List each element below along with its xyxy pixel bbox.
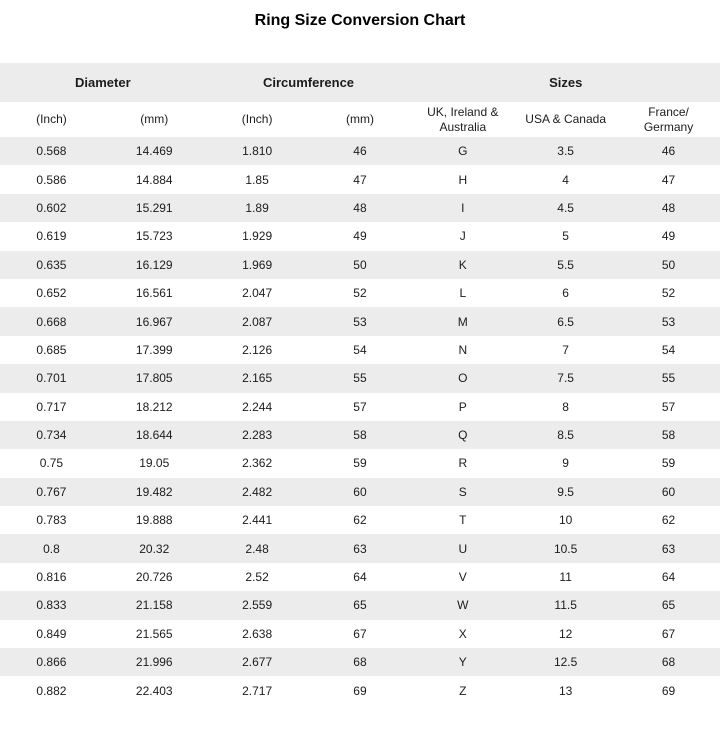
table-cell: 48 <box>661 200 676 215</box>
table-cell: Z <box>459 683 467 698</box>
table-cell: R <box>458 456 468 471</box>
table-cell: 1.85 <box>245 172 269 187</box>
table-cell: 0.833 <box>36 598 67 613</box>
table-cell: L <box>459 286 467 301</box>
table-row <box>0 279 720 307</box>
table-cell: 12 <box>558 626 573 641</box>
table-cell: 21.158 <box>135 598 173 613</box>
table-row <box>0 165 720 193</box>
column-header-circumference-mm: (mm) <box>309 102 412 137</box>
table-row <box>0 563 720 591</box>
table-cell: N <box>458 342 468 357</box>
table-cell: W <box>457 598 469 613</box>
table-cell: 67 <box>353 626 367 641</box>
table-cell: 57 <box>353 399 367 414</box>
table-body <box>0 137 720 705</box>
table-cell: 59 <box>353 456 367 471</box>
table-cell: 5 <box>562 229 569 244</box>
column-header-row <box>0 102 720 137</box>
table-cell: 54 <box>661 342 676 357</box>
table-cell: 17.805 <box>135 371 173 386</box>
table-cell: 62 <box>661 513 676 528</box>
table-cell: 0.701 <box>36 371 67 386</box>
table-cell: 16.129 <box>135 257 173 272</box>
ring-size-conversion-table <box>0 63 720 705</box>
table-cell: Q <box>458 428 468 443</box>
table-cell: X <box>458 626 467 641</box>
table-cell: 2.362 <box>242 456 273 471</box>
table-cell: 0.568 <box>36 144 67 159</box>
table-cell: 0.668 <box>36 314 67 329</box>
table-cell: 0.75 <box>39 456 64 471</box>
table-row <box>0 393 720 421</box>
table-cell: 67 <box>661 626 676 641</box>
table-cell: 7 <box>562 342 569 357</box>
table-cell: S <box>458 484 467 499</box>
table-cell: 8 <box>562 399 569 414</box>
table-cell: O <box>458 371 468 386</box>
table-row <box>0 676 720 704</box>
table-row <box>0 251 720 279</box>
table-cell: M <box>457 314 468 329</box>
column-header-diameter-inch: (Inch) <box>0 102 103 137</box>
table-cell: 16.561 <box>135 286 173 301</box>
table-cell: 48 <box>353 200 367 215</box>
table-cell: 54 <box>353 342 367 357</box>
table-cell: 2.482 <box>242 484 273 499</box>
table-cell: 49 <box>353 229 367 244</box>
group-header-diameter: Diameter <box>0 63 206 102</box>
table-cell: 21.565 <box>135 626 173 641</box>
table-cell: 0.652 <box>36 286 67 301</box>
table-cell: 52 <box>661 286 676 301</box>
table-cell: 20.32 <box>139 541 170 556</box>
table-cell: 2.52 <box>245 570 269 585</box>
table-row <box>0 478 720 506</box>
table-row <box>0 421 720 449</box>
table-cell: 17.399 <box>135 342 173 357</box>
table-row <box>0 534 720 562</box>
table-cell: 53 <box>661 314 676 329</box>
table-cell: 12.5 <box>553 655 578 670</box>
table-cell: 19.888 <box>135 513 173 528</box>
column-header-france-germany: France/ Germany <box>617 102 720 137</box>
table-cell: 1.810 <box>242 144 273 159</box>
table-cell: 11 <box>559 570 572 585</box>
table-cell: 50 <box>661 257 676 272</box>
table-row <box>0 620 720 648</box>
table-cell: 0.882 <box>36 683 67 698</box>
table-cell: 2.087 <box>242 314 273 329</box>
table-cell: 18.644 <box>135 428 173 443</box>
table-cell: 19.05 <box>139 456 170 471</box>
table-cell: 0.734 <box>36 428 67 443</box>
table-cell: 9 <box>562 456 569 471</box>
table-cell: 68 <box>661 655 676 670</box>
column-header-circumference-inch: (Inch) <box>206 102 309 137</box>
table-cell: 2.165 <box>242 371 273 386</box>
table-cell: 6 <box>562 286 569 301</box>
table-cell: 65 <box>353 598 367 613</box>
table-cell: 11.5 <box>554 598 577 613</box>
table-cell: 4.5 <box>557 200 574 215</box>
table-cell: 10.5 <box>553 541 578 556</box>
table-cell: 64 <box>353 570 367 585</box>
table-cell: 0.586 <box>36 172 67 187</box>
table-cell: 2.441 <box>242 513 273 528</box>
table-cell: 47 <box>353 172 367 187</box>
table-cell: 65 <box>661 598 676 613</box>
table-cell: 13 <box>558 683 573 698</box>
table-cell: 2.677 <box>242 655 273 670</box>
table-cell: 4 <box>562 172 569 187</box>
table-row <box>0 194 720 222</box>
table-cell: 5.5 <box>557 257 574 272</box>
table-cell: I <box>461 200 465 215</box>
table-cell: 47 <box>661 172 676 187</box>
table-cell: 58 <box>353 428 367 443</box>
table-cell: 59 <box>661 456 676 471</box>
table-cell: 8.5 <box>557 428 574 443</box>
table-row <box>0 307 720 335</box>
table-cell: 14.884 <box>135 172 173 187</box>
table-cell: 22.403 <box>135 683 173 698</box>
table-cell: G <box>458 144 468 159</box>
table-cell: 14.469 <box>135 144 173 159</box>
table-cell: 19.482 <box>135 484 173 499</box>
table-cell: 3.5 <box>557 144 574 159</box>
table-cell: 16.967 <box>135 314 173 329</box>
table-cell: 2.283 <box>242 428 273 443</box>
table-row <box>0 449 720 477</box>
table-cell: 55 <box>353 371 367 386</box>
table-head <box>0 63 720 137</box>
table-cell: H <box>458 172 468 187</box>
table-row <box>0 364 720 392</box>
column-header-diameter-mm: (mm) <box>103 102 206 137</box>
group-header-row <box>0 63 720 102</box>
table-cell: 60 <box>353 484 367 499</box>
column-header-usa-canada: USA & Canada <box>514 102 617 137</box>
table-cell: J <box>459 229 466 244</box>
table-cell: 64 <box>661 570 676 585</box>
table-cell: 46 <box>661 144 676 159</box>
table-cell: 57 <box>661 399 676 414</box>
table-cell: U <box>458 541 468 556</box>
table-cell: 0.619 <box>36 229 67 244</box>
table-cell: 49 <box>661 229 676 244</box>
table-cell: P <box>458 399 467 414</box>
table-cell: 1.929 <box>242 229 273 244</box>
table-cell: 2.717 <box>242 683 273 698</box>
table-cell: 6.5 <box>557 314 574 329</box>
table-cell: 0.816 <box>36 570 67 585</box>
table-cell: 15.291 <box>135 200 173 215</box>
table-cell: 2.638 <box>242 626 273 641</box>
table-cell: 46 <box>353 144 367 159</box>
table-cell: Y <box>458 655 467 670</box>
table-cell: 2.126 <box>242 342 273 357</box>
table-cell: 2.244 <box>242 399 273 414</box>
table-cell: 50 <box>353 257 367 272</box>
table-cell: 0.717 <box>36 399 67 414</box>
table-cell: 0.602 <box>36 200 67 215</box>
table-cell: 69 <box>353 683 367 698</box>
table-cell: 1.89 <box>245 200 269 215</box>
table-cell: 62 <box>353 513 367 528</box>
table-cell: 18.212 <box>135 399 173 414</box>
table-cell: 0.849 <box>36 626 67 641</box>
table-cell: 0.767 <box>36 484 67 499</box>
table-cell: T <box>459 513 467 528</box>
table-cell: 68 <box>353 655 367 670</box>
table-cell: 0.635 <box>36 257 67 272</box>
table-cell: 15.723 <box>135 229 173 244</box>
table-row <box>0 648 720 676</box>
table-cell: 1.969 <box>242 257 273 272</box>
page-title: Ring Size Conversion Chart <box>254 12 466 29</box>
table-cell: 0.866 <box>36 655 67 670</box>
table-row <box>0 222 720 250</box>
column-header-uk-ireland-australia: UK, Ireland & Australia <box>411 102 514 137</box>
table-cell: 0.783 <box>36 513 67 528</box>
table-cell: 7.5 <box>557 371 574 386</box>
table-row <box>0 506 720 534</box>
table-cell: 2.559 <box>242 598 273 613</box>
table-cell: 60 <box>661 484 676 499</box>
table-cell: 20.726 <box>135 570 173 585</box>
table-cell: V <box>458 570 467 585</box>
group-header-circumference: Circumference <box>206 63 412 102</box>
table-cell: 0.685 <box>36 342 67 357</box>
table-cell: 2.047 <box>242 286 273 301</box>
table-cell: 52 <box>353 286 367 301</box>
table-row <box>0 336 720 364</box>
table-cell: 63 <box>353 541 367 556</box>
table-cell: 58 <box>661 428 676 443</box>
table-cell: 55 <box>661 371 676 386</box>
table-cell: 21.996 <box>135 655 173 670</box>
table-row <box>0 137 720 165</box>
table-cell: 53 <box>353 314 367 329</box>
table-cell: 0.8 <box>43 541 60 556</box>
table-cell: 63 <box>661 541 676 556</box>
table-cell: 10 <box>558 513 573 528</box>
table-cell: 9.5 <box>557 484 574 499</box>
table-cell: K <box>458 257 467 272</box>
group-header-sizes: Sizes <box>411 63 720 102</box>
table-row <box>0 591 720 619</box>
table-cell: 2.48 <box>245 541 269 556</box>
table-cell: 69 <box>661 683 676 698</box>
